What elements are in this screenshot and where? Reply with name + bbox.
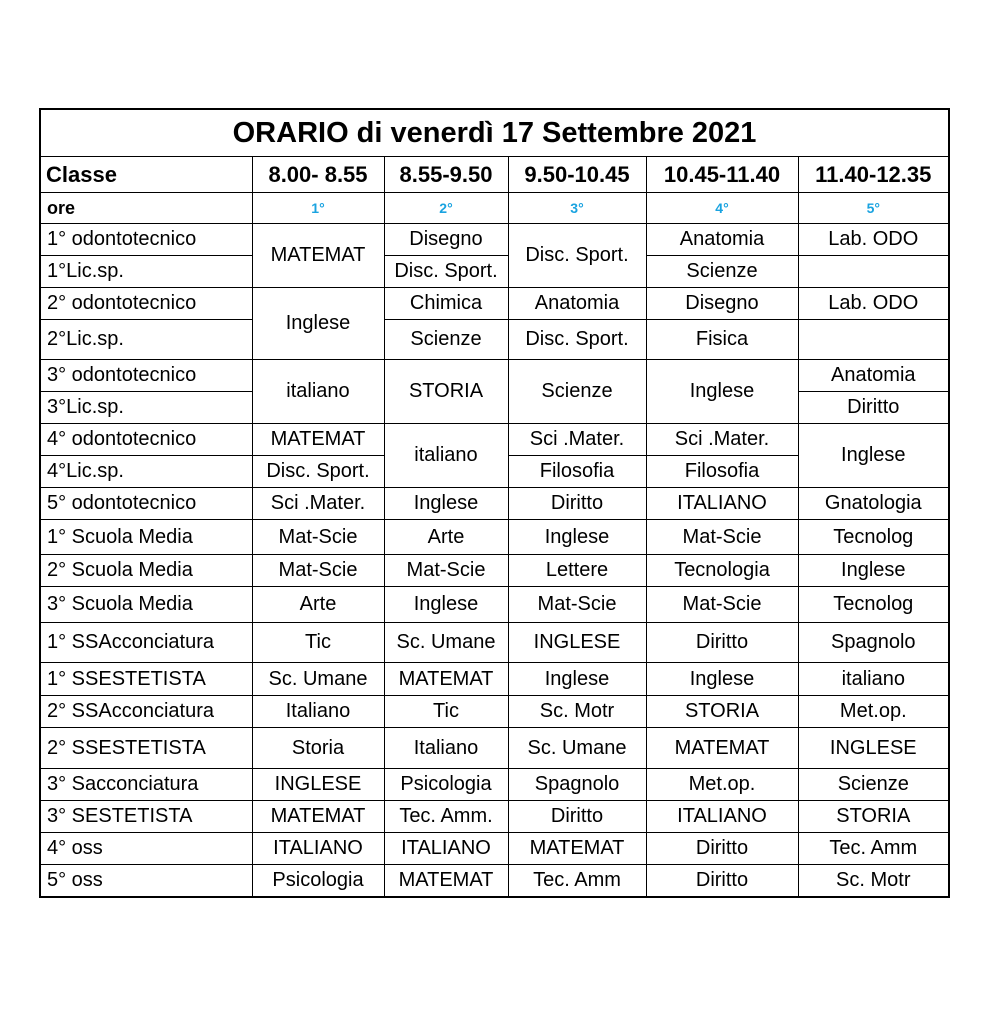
lesson-cell: Inglese <box>384 488 508 520</box>
schedule-row <box>40 320 949 360</box>
lesson-cell: Tecnologia <box>646 555 798 587</box>
title-row <box>40 109 949 157</box>
lesson-cell: Arte <box>384 520 508 555</box>
period-row-label: ore <box>40 193 252 224</box>
class-name-cell: 2° odontotecnico <box>40 288 252 320</box>
lesson-cell: Fisica <box>646 320 798 360</box>
class-name-cell: 3° odontotecnico <box>40 360 252 392</box>
schedule-row <box>40 520 949 555</box>
lesson-cell: Inglese <box>384 587 508 623</box>
schedule-row <box>40 623 949 663</box>
lesson-cell: Lab. ODO <box>798 288 949 320</box>
lesson-cell: Diritto <box>508 801 646 833</box>
lesson-cell: Diritto <box>646 865 798 898</box>
lesson-cell: Arte <box>252 587 384 623</box>
lesson-cell: Sc. Motr <box>508 696 646 728</box>
lesson-cell: MATEMAT <box>646 728 798 769</box>
schedule-row <box>40 696 949 728</box>
class-name-cell: 1°Lic.sp. <box>40 256 252 288</box>
lesson-cell: Sci .Mater. <box>508 424 646 456</box>
lesson-cell: Diritto <box>798 392 949 424</box>
schedule-row <box>40 224 949 256</box>
schedule-row <box>40 865 949 898</box>
class-name-cell: 5° oss <box>40 865 252 898</box>
class-name-cell: 1° SSESTETISTA <box>40 663 252 696</box>
class-name-cell: 2° SSAcconciatura <box>40 696 252 728</box>
lesson-cell: INGLESE <box>508 623 646 663</box>
lesson-cell: Tic <box>384 696 508 728</box>
lesson-cell: Storia <box>252 728 384 769</box>
lesson-cell: Disegno <box>646 288 798 320</box>
lesson-cell: Mat-Scie <box>252 520 384 555</box>
class-name-cell: 3° Sacconciatura <box>40 769 252 801</box>
lesson-cell: Scienze <box>798 769 949 801</box>
lesson-cell: Scienze <box>384 320 508 360</box>
lesson-cell: Diritto <box>646 833 798 865</box>
time-slot-header: 11.40-12.35 <box>798 157 949 193</box>
schedule-row <box>40 769 949 801</box>
lesson-cell: Sci .Mater. <box>646 424 798 456</box>
class-name-cell: 2° SSESTETISTA <box>40 728 252 769</box>
lesson-cell: Disc. Sport. <box>508 320 646 360</box>
lesson-cell: MATEMAT <box>508 833 646 865</box>
lesson-cell: Sc. Umane <box>252 663 384 696</box>
lesson-cell: Tec. Amm <box>798 833 949 865</box>
lesson-cell: Diritto <box>508 488 646 520</box>
lesson-cell: Inglese <box>798 555 949 587</box>
class-name-cell: 2°Lic.sp. <box>40 320 252 360</box>
class-column-header: Classe <box>40 157 252 193</box>
lesson-cell: Met.op. <box>798 696 949 728</box>
lesson-cell: MATEMAT <box>252 801 384 833</box>
lesson-cell: Anatomia <box>508 288 646 320</box>
schedule-row <box>40 587 949 623</box>
period-number: 3° <box>508 193 646 224</box>
lesson-cell: Filosofia <box>508 456 646 488</box>
lesson-cell: Psicologia <box>384 769 508 801</box>
class-name-cell: 3° Scuola Media <box>40 587 252 623</box>
schedule-row <box>40 663 949 696</box>
class-name-cell: 4° odontotecnico <box>40 424 252 456</box>
lesson-cell: Tecnolog <box>798 587 949 623</box>
lesson-cell: ITALIANO <box>252 833 384 865</box>
lesson-cell: INGLESE <box>252 769 384 801</box>
lesson-cell: Sc. Umane <box>384 623 508 663</box>
lesson-cell <box>798 256 949 288</box>
lesson-cell: Psicologia <box>252 865 384 898</box>
class-name-cell: 1° Scuola Media <box>40 520 252 555</box>
period-number: 4° <box>646 193 798 224</box>
class-name-cell: 4° oss <box>40 833 252 865</box>
schedule-row <box>40 256 949 288</box>
lesson-cell: INGLESE <box>798 728 949 769</box>
lesson-cell: Mat-Scie <box>646 520 798 555</box>
lesson-cell: Spagnolo <box>508 769 646 801</box>
schedule-row <box>40 360 949 392</box>
lesson-cell: Inglese <box>646 663 798 696</box>
schedule-row <box>40 288 949 320</box>
lesson-cell: Sc. Umane <box>508 728 646 769</box>
lesson-cell: Tic <box>252 623 384 663</box>
lesson-cell: Anatomia <box>798 360 949 392</box>
class-name-cell: 3°Lic.sp. <box>40 392 252 424</box>
lesson-cell: italiano <box>384 424 508 488</box>
class-name-cell: 1° SSAcconciatura <box>40 623 252 663</box>
lesson-cell: MATEMAT <box>252 224 384 288</box>
class-name-cell: 4°Lic.sp. <box>40 456 252 488</box>
lesson-cell: Scienze <box>508 360 646 424</box>
lesson-cell: Tec. Amm <box>508 865 646 898</box>
lesson-cell: Anatomia <box>646 224 798 256</box>
header-row <box>40 157 949 193</box>
lesson-cell: Disc. Sport. <box>252 456 384 488</box>
lesson-cell: Inglese <box>646 360 798 424</box>
lesson-cell: Gnatologia <box>798 488 949 520</box>
class-name-cell: 5° odontotecnico <box>40 488 252 520</box>
lesson-cell: Italiano <box>252 696 384 728</box>
schedule-row <box>40 801 949 833</box>
lesson-cell: Sci .Mater. <box>252 488 384 520</box>
period-number: 1° <box>252 193 384 224</box>
lesson-cell: Tec. Amm. <box>384 801 508 833</box>
schedule-row <box>40 488 949 520</box>
schedule-row <box>40 833 949 865</box>
lesson-cell: italiano <box>798 663 949 696</box>
lesson-cell: Tecnolog <box>798 520 949 555</box>
lesson-cell <box>798 320 949 360</box>
lesson-cell: ITALIANO <box>646 801 798 833</box>
lesson-cell: ITALIANO <box>384 833 508 865</box>
lesson-cell: Inglese <box>798 424 949 488</box>
lesson-cell: Inglese <box>508 520 646 555</box>
lesson-cell: MATEMAT <box>384 865 508 898</box>
time-slot-header: 10.45-11.40 <box>646 157 798 193</box>
period-number: 5° <box>798 193 949 224</box>
lesson-cell: STORIA <box>646 696 798 728</box>
lesson-cell: Italiano <box>384 728 508 769</box>
lesson-cell: STORIA <box>798 801 949 833</box>
lesson-cell: Disc. Sport. <box>384 256 508 288</box>
lesson-cell: italiano <box>252 360 384 424</box>
lesson-cell: MATEMAT <box>384 663 508 696</box>
lesson-cell: Lab. ODO <box>798 224 949 256</box>
lesson-cell: Filosofia <box>646 456 798 488</box>
class-name-cell: 3° SESTETISTA <box>40 801 252 833</box>
lesson-cell: Mat-Scie <box>252 555 384 587</box>
lesson-cell: Scienze <box>646 256 798 288</box>
period-number: 2° <box>384 193 508 224</box>
lesson-cell: Mat-Scie <box>646 587 798 623</box>
lesson-cell: Inglese <box>508 663 646 696</box>
schedule-row <box>40 555 949 587</box>
lesson-cell: Spagnolo <box>798 623 949 663</box>
period-row <box>40 193 949 224</box>
timetable-title: ORARIO di venerdì 17 Settembre 2021 <box>40 109 949 157</box>
timetable-body <box>40 109 949 897</box>
lesson-cell: Mat-Scie <box>384 555 508 587</box>
timetable <box>39 108 950 898</box>
class-name-cell: 2° Scuola Media <box>40 555 252 587</box>
lesson-cell: STORIA <box>384 360 508 424</box>
lesson-cell: Disegno <box>384 224 508 256</box>
lesson-cell: Inglese <box>252 288 384 360</box>
time-slot-header: 9.50-10.45 <box>508 157 646 193</box>
lesson-cell: Disc. Sport. <box>508 224 646 288</box>
time-slot-header: 8.00- 8.55 <box>252 157 384 193</box>
schedule-row <box>40 728 949 769</box>
lesson-cell: Lettere <box>508 555 646 587</box>
lesson-cell: Mat-Scie <box>508 587 646 623</box>
class-name-cell: 1° odontotecnico <box>40 224 252 256</box>
lesson-cell: Diritto <box>646 623 798 663</box>
lesson-cell: Met.op. <box>646 769 798 801</box>
lesson-cell: Chimica <box>384 288 508 320</box>
lesson-cell: Sc. Motr <box>798 865 949 898</box>
time-slot-header: 8.55-9.50 <box>384 157 508 193</box>
schedule-row <box>40 424 949 456</box>
lesson-cell: MATEMAT <box>252 424 384 456</box>
lesson-cell: ITALIANO <box>646 488 798 520</box>
